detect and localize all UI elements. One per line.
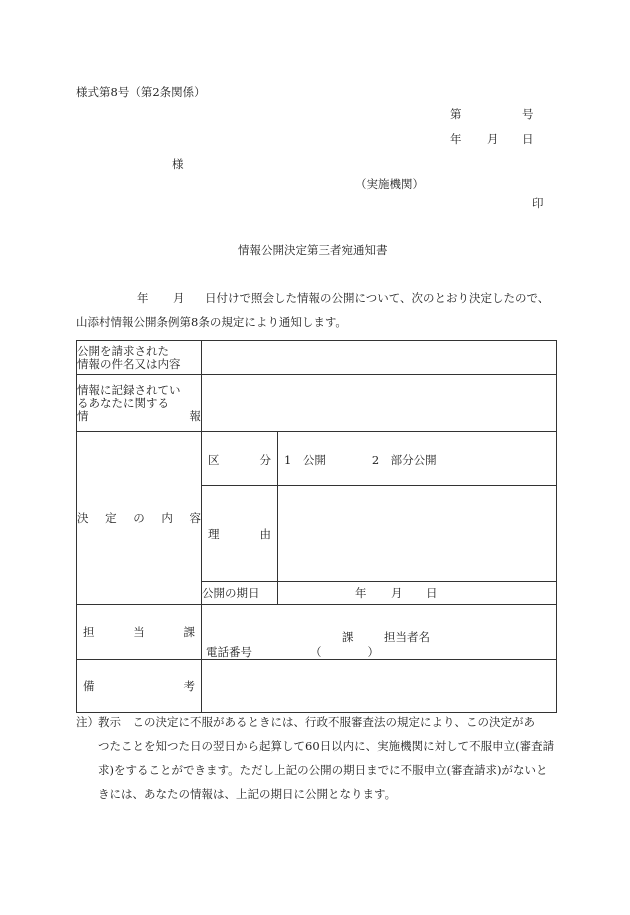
dept-value-cell[interactable] — [202, 605, 557, 660]
category-options: 1 公開 2 部分公開 — [284, 453, 437, 467]
period-year: 年 — [355, 586, 367, 600]
date-month: 月 — [487, 132, 499, 146]
dept-label-cell — [77, 605, 202, 660]
phone-label: 電話番号 — [206, 645, 252, 659]
form-number: 様式第8号（第2条関係） — [76, 85, 206, 99]
agency-label: （実施機関） — [355, 177, 424, 191]
dept-ka: 課 — [342, 630, 354, 644]
remarks-value-cell[interactable] — [202, 660, 557, 713]
appeal-note — [76, 710, 558, 806]
date-day: 日 — [522, 132, 534, 146]
note-marker: 注） — [76, 715, 99, 729]
phone-parens: （ ） — [310, 645, 379, 659]
period-day: 日 — [426, 586, 438, 600]
note-line4: きには、あなたの情報は、上記の期日に公開となります。 — [98, 787, 397, 801]
intro-line2: 山添村情報公開条例第8条の規定により通知します。 — [76, 315, 347, 329]
info-value-cell[interactable] — [202, 375, 557, 432]
reason-value-cell[interactable] — [278, 486, 557, 582]
period-label-cell — [202, 582, 278, 605]
date-year: 年 — [450, 132, 462, 146]
remarks-label-cell — [77, 660, 202, 713]
category-label: 区 分 — [208, 453, 271, 467]
info-label-cell — [77, 375, 202, 432]
note-line1: 注） 教示 この決定に不服があるときには、行政不服審査法の規定により、この決定があ — [76, 710, 558, 734]
note-line3: 求)をすることができます。ただし上記の公開の期日までに不服申立(審査請求)がないと — [98, 763, 548, 777]
decision-form-table — [76, 340, 557, 713]
addressee-suffix: 様 — [172, 157, 184, 171]
note-line2: つたことを知つた日の翌日から起算して60日以内に、実施機関に対して不服申立(審査請 — [98, 739, 555, 753]
reason-label-cell — [202, 486, 278, 582]
category-value-cell[interactable] — [278, 432, 557, 486]
decision-label-cell — [77, 432, 202, 605]
subject-value-cell[interactable] — [202, 341, 557, 375]
seal-mark: 印 — [532, 196, 544, 210]
doc-no-prefix: 第 — [450, 107, 462, 121]
intro-month: 月 — [173, 291, 185, 305]
intro-line1: 日付けで照会した情報の公開について、次のとおり決定したので、 — [205, 291, 550, 305]
period-value-cell[interactable] — [278, 582, 557, 605]
dept-label: 担 当 課 — [83, 624, 195, 639]
doc-no-suffix: 号 — [522, 107, 534, 121]
subject-label-cell — [77, 341, 202, 375]
subject-label-line2: 情報の件名又は内容 — [77, 356, 181, 371]
period-month: 月 — [391, 586, 403, 600]
decision-label: 決 定 の 内 容 — [77, 510, 201, 525]
document-title: 情報公開決定第三者宛通知書 — [238, 243, 388, 257]
info-label-line3: 情 報 — [77, 408, 201, 423]
reason-label: 理 由 — [208, 526, 271, 541]
remarks-label: 備 考 — [83, 678, 195, 693]
info-label-line1: 情報に記録されてい — [77, 382, 181, 397]
subject-label-line1: 公開を請求された — [77, 343, 169, 358]
dept-person-label: 担当者名 — [384, 630, 430, 644]
category-label-cell — [202, 432, 278, 486]
period-label: 公開の期日 — [202, 586, 260, 600]
info-label-line2: るあなたに関する — [77, 395, 169, 410]
intro-year: 年 — [137, 291, 149, 305]
